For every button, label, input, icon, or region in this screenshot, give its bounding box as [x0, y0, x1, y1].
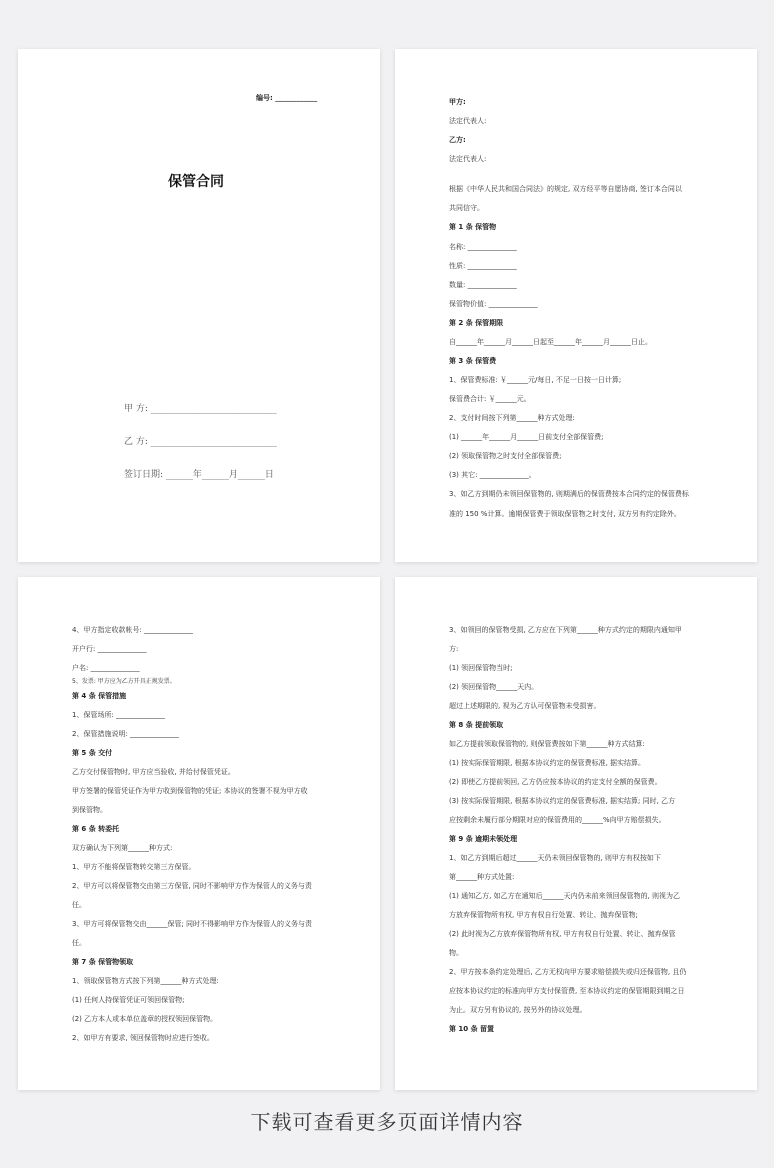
contract-line: 超过上述期限的, 视为乙方认可保管物未受损害。	[449, 702, 601, 710]
contract-line: 2、保管措施说明: ______________	[72, 730, 180, 738]
contract-line: 如乙方提前领取保管物的, 则保管费按如下第______种方式结算:	[449, 740, 645, 748]
contract-line: 物。	[449, 949, 463, 957]
clause-heading: 第 6 条 转委托	[72, 825, 120, 833]
sign-date-line: 签订日期: ______年______月______日	[124, 470, 274, 480]
clause-heading: 第 1 条 保管物	[449, 223, 497, 231]
contract-page-3	[18, 577, 380, 1090]
contract-line: 共同信守。	[449, 204, 484, 212]
clause-heading: 第 3 条 保管费	[449, 357, 497, 365]
contract-line: 2、甲方按本条约定处理后, 乙方无权向甲方要求赔偿损失或归还保管物, 且仍	[449, 968, 687, 976]
contract-line: 法定代表人:	[449, 155, 487, 163]
contract-line: 方放弃保管物所有权, 甲方有权自行处置、转让、抛弃保管物;	[449, 911, 638, 919]
contract-line: 任。	[72, 901, 86, 909]
contract-line: 户名: ______________	[72, 664, 140, 672]
contract-line: (1) 通知乙方, 如乙方在通知后______天内仍未前来领回保管物的, 则视为乙	[449, 892, 681, 900]
contract-line: 任。	[72, 939, 86, 947]
contract-line: 自______年______月______日起至______年______月______日止。	[449, 338, 652, 346]
download-caption: 下载可查看更多页面详情内容	[250, 1110, 524, 1134]
contract-line: 5、发票: 甲方应为乙方开具正规发票。	[72, 678, 176, 685]
contract-line: (3) 其它: ______________。	[449, 471, 536, 479]
contract-line: (2) 即使乙方提前领回, 乙方仍应按本协议的约定支付全额的保管费。	[449, 778, 662, 786]
contract-line: 4、甲方指定收款帐号: ______________	[72, 626, 194, 634]
contract-line: 保管物价值: ______________	[449, 300, 538, 308]
contract-line: (2) 此时视为乙方放弃保管物所有权, 甲方有权自行处置、转让、抛弃保管	[449, 930, 676, 938]
clause-heading: 第 4 条 保管措施	[72, 692, 127, 700]
contract-line: (3) 按实际保管期限, 根据本协议约定的保管费标准, 据实结算; 同时, 乙方	[449, 797, 676, 805]
contract-line: (1) 领回保管物当时;	[449, 664, 513, 672]
clause-heading: 甲方:	[449, 98, 466, 106]
contract-line: 方:	[449, 645, 459, 653]
clause-heading: 第 5 条 交付	[72, 749, 113, 757]
clause-heading: 第 8 条 提前领取	[449, 721, 504, 729]
cover-page	[18, 49, 380, 562]
contract-line: 开户行: ______________	[72, 645, 147, 653]
contract-page-4	[395, 577, 757, 1090]
party-b-line: 乙 方: ____________________________	[124, 437, 277, 447]
contract-line: 为止。双方另有协议的, 按另外的协议处理。	[449, 1006, 587, 1014]
party-a-line: 甲 方: ____________________________	[124, 404, 277, 414]
clause-heading: 乙方:	[449, 136, 466, 144]
contract-line: 根据《中华人民共和国合同法》的规定, 双方经平等自愿协商, 签订本合同以	[449, 185, 682, 193]
contract-line: 法定代表人:	[449, 117, 487, 125]
contract-line: (2) 领回保管物______天内。	[449, 683, 539, 691]
contract-line: 性质: ______________	[449, 262, 517, 270]
contract-line: 2、支付时间按下列第______种方式处理:	[449, 414, 575, 422]
contract-line: (1) 按实际保管期限, 根据本协议约定的保管费标准, 据实结算。	[449, 759, 646, 767]
contract-line: 1、如乙方到期后超过______天仍未领回保管物的, 则甲方有权按如下	[449, 854, 661, 862]
contract-line: 3、如领回的保管物受损, 乙方应在下列第______种方式约定的期限内通知甲	[449, 626, 682, 634]
contract-line: (1) ______年______月______日前支付全部保管费;	[449, 433, 604, 441]
contract-line: 应按本协议约定的标准向甲方支付保管费, 至本协议约定的保管期限到期之日	[449, 987, 685, 995]
contract-line: 2、甲方可以将保管物交由第三方保管, 同时不影响甲方作为保管人的义务与责	[72, 882, 312, 890]
contract-line: 保管费合计: ￥______元。	[449, 395, 531, 403]
contract-line: 乙方交付保管物时, 甲方应当验收, 并给付保管凭证。	[72, 768, 235, 776]
contract-line: 1、保管费标准: ￥______元/每日, 不足一日按一日计算;	[449, 376, 622, 384]
contract-line: (2) 领取保管物之时支付全部保管费;	[449, 452, 562, 460]
contract-line: 1、领取保管物方式按下列第______种方式处理:	[72, 977, 219, 985]
contract-line: 2、如甲方有要求, 领回保管物时应进行签收。	[72, 1034, 214, 1042]
contract-page-2	[395, 49, 757, 562]
contract-line: 第______种方式处置:	[449, 873, 515, 881]
contract-line: 准的 150 %计算。逾期保管费于领取保管物之时支付, 双方另有约定除外。	[449, 510, 681, 518]
contract-line: 甲方签署的保管凭证作为甲方收到保管物的凭证; 本协议的签署不视为甲方收	[72, 787, 308, 795]
contract-line: 名称: ______________	[449, 243, 517, 251]
contract-line: 双方确认为下列第______种方式:	[72, 844, 173, 852]
contract-number-label: 编号: ____________	[256, 94, 318, 102]
contract-line: (2) 乙方本人或本单位盖章的授权领回保管物。	[72, 1015, 218, 1023]
contract-line: 1、保管场所: ______________	[72, 711, 166, 719]
contract-line: (1) 任何人持保管凭证可领回保管物;	[72, 996, 185, 1004]
contract-line: 3、如乙方到期仍未领回保管物的, 则期满后的保管费按本合同约定的保管费标	[449, 490, 689, 498]
contract-line: 1、甲方不能将保管物转交第三方保管。	[72, 863, 196, 871]
clause-heading: 第 10 条 留置	[449, 1025, 495, 1033]
contract-line: 3、甲方可将保管物交由______保管; 同时不得影响甲方作为保管人的义务与责	[72, 920, 313, 928]
clause-heading: 第 2 条 保管期限	[449, 319, 504, 327]
contract-line: 到保管物。	[72, 806, 107, 814]
contract-title: 保管合同	[168, 174, 224, 190]
clause-heading: 第 9 条 逾期未领处理	[449, 835, 518, 843]
clause-heading: 第 7 条 保管物领取	[72, 958, 134, 966]
contract-line: 应按剩余未履行部分期限对应的保管费用的______%向甲方赔偿损失。	[449, 816, 666, 824]
contract-line: 数量: ______________	[449, 281, 517, 289]
